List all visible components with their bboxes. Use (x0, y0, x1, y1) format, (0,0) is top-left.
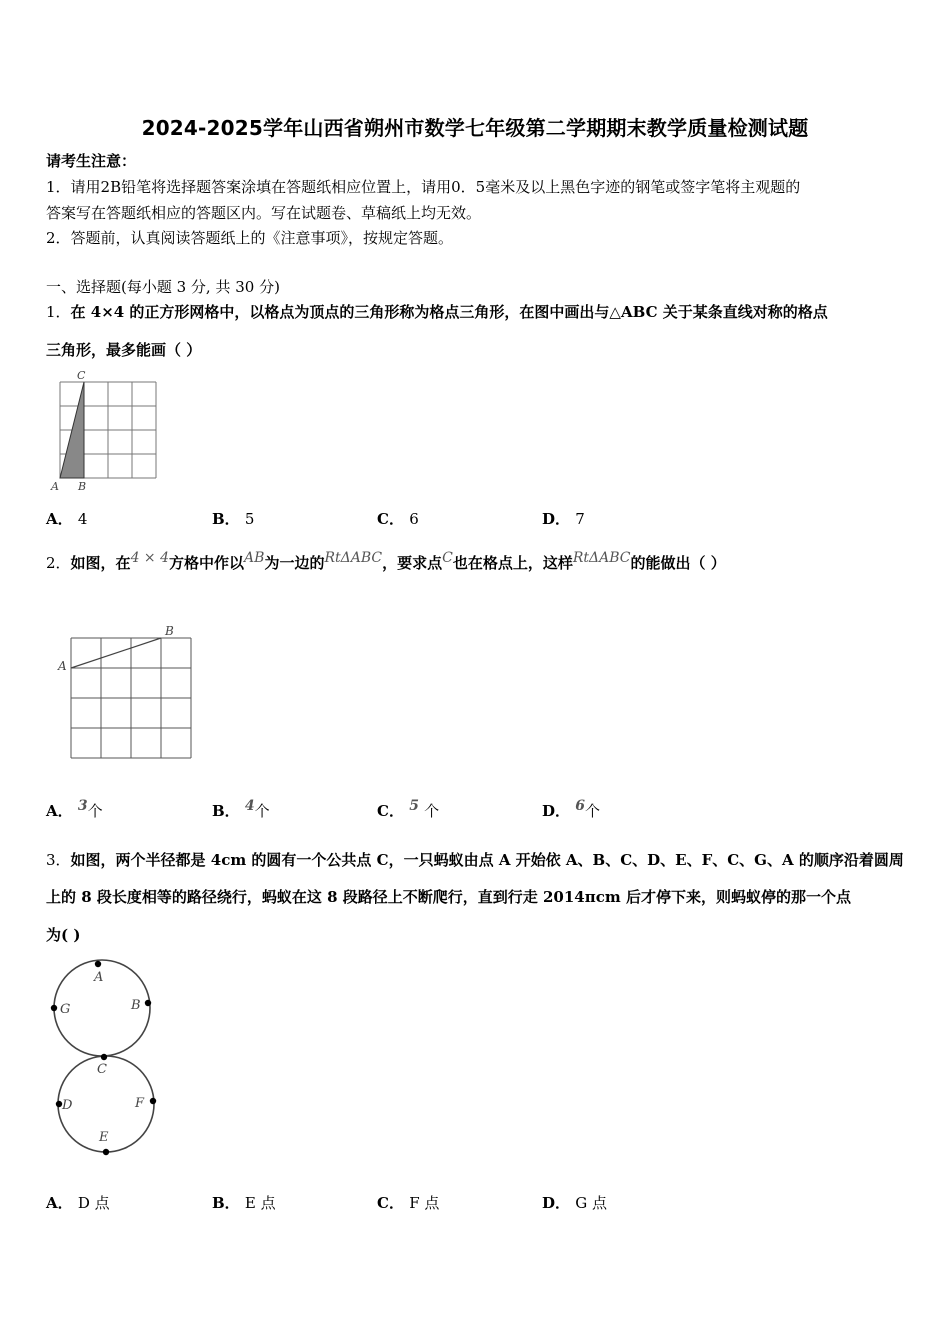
q1-option-a[interactable]: A． 4 (46, 510, 88, 528)
q3-option-c[interactable]: C． F 点 (377, 1194, 440, 1212)
q2-option-c[interactable]: C． 5 个 (377, 798, 440, 820)
question-number: 1． (46, 303, 71, 321)
segment-ab (71, 638, 161, 668)
q3-circles-figure (40, 955, 170, 1165)
math-c: C (442, 550, 453, 566)
q2-option-a[interactable]: A． 3个 (46, 798, 103, 820)
page-title: 2024-2025学年山西省朔州市数学七年级第二学期期末教学质量检测试题 (141, 116, 809, 140)
q3-option-a[interactable]: A． D 点 (46, 1194, 110, 1212)
question-3-line-2: 上的 8 段长度相等的路径绕行，蚂蚁在这 8 段路径上不断爬行，直到行走 2014πcm 后才停下来，则蚂蚁停的那一个点 (46, 888, 851, 906)
math-rt-abc: RtΔABC (572, 550, 631, 566)
label-a: A (94, 970, 104, 985)
notice-line-2: 答案写在答题纸相应的答题区内。写在试题卷、草稿纸上均无效。 (46, 204, 482, 222)
math-ab: AB (244, 550, 265, 566)
question-number: 2． (46, 554, 71, 572)
label-g: G (60, 1002, 71, 1017)
question-3-line-1: 3．如图，两个半径都是 4cm 的圆有一个公共点 C，一只蚂蚁由点 A 开始依 A、B、C、D、E、F、C、G、A 的顺序沿着圆周 (46, 851, 904, 869)
question-text: 在 4×4 的正方形网格中，以格点为顶点的三角形称为格点三角形，在图中画出与△ABC 关于某条直线对称的格点 (70, 303, 828, 321)
math-rt-abc: RtΔABC (324, 550, 383, 566)
q3-option-b[interactable]: B． E 点 (212, 1194, 276, 1212)
label-c: C (77, 369, 86, 382)
question-1-line-2: 三角形，最多能画（ ） (46, 341, 202, 359)
math-4x4: 4 × 4 (130, 550, 170, 566)
label-b: B (131, 998, 141, 1013)
notice-line-1: 1．请用2B铅笔将选择题答案涂填在答题纸相应位置上，请用0．5毫米及以上黑色字迹的钢笔或签字笔将主观题的 (46, 178, 801, 196)
q1-option-d[interactable]: D． 7 (542, 510, 585, 528)
label-a: A (51, 480, 59, 493)
section-heading: 一、选择题(每小题 3 分, 共 30 分) (46, 278, 280, 296)
q2-option-b[interactable]: B． 4个 (212, 798, 270, 820)
q3-option-d[interactable]: D． G 点 (542, 1194, 608, 1212)
label-c: C (97, 1062, 107, 1077)
label-a: A (58, 659, 67, 673)
label-b: B (165, 624, 174, 638)
label-d: D (62, 1098, 73, 1113)
notice-heading: 请考生注意： (46, 152, 137, 170)
question-3-line-3: 为( ) (46, 926, 81, 944)
q2-grid-figure (50, 618, 200, 763)
question-2-line-1: 2．如图，在4 × 4方格中作以AB为一边的RtΔABC，要求点C也在格点上，这样RtΔABC的能做出（ ） (46, 550, 726, 572)
label-e: E (99, 1130, 109, 1145)
question-number: 3． (46, 851, 71, 869)
label-b: B (78, 480, 87, 493)
q1-option-c[interactable]: C． 6 (377, 510, 419, 528)
q1-grid-figure (46, 368, 161, 493)
question-1-line-1 (46, 302, 828, 322)
notice-line-3: 2．答题前，认真阅读答题纸上的《注意事项》，按规定答题。 (46, 229, 454, 247)
label-f: F (135, 1096, 145, 1111)
q1-option-b[interactable]: B． 5 (212, 510, 255, 528)
q2-option-d[interactable]: D． 6个 (542, 798, 601, 820)
